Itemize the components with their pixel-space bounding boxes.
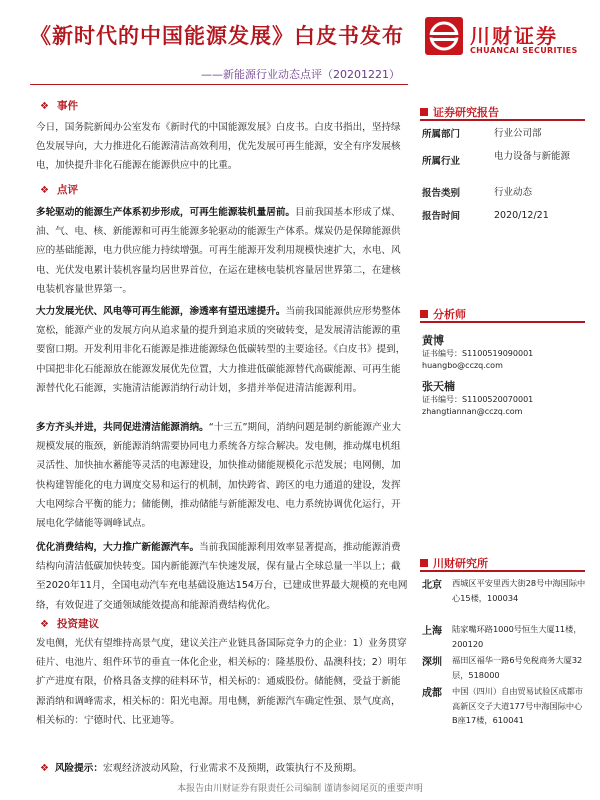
risk-text: 宏观经济波动风险，行业需求不及预期，政策执行不及预期。 [102, 763, 362, 774]
office-address: 中国（四川）自由贸易试验区成都市高新区交子大道177号中海国际中心B座17楼，610041 [452, 686, 584, 725]
risk-label: 风险提示： [54, 763, 103, 774]
comment-paragraph-1 [36, 203, 408, 299]
info-value: 行业公司部 [494, 128, 542, 139]
sidebar-heading-analyst: 分析师 [420, 306, 466, 322]
office-address: 西城区平安里西大街28号中海国际中心15楼，100034 [452, 578, 586, 603]
analyst-name: 黄博 [422, 334, 444, 347]
paragraph-lead: 优化消费结构，大力推广新能源汽车。 [36, 542, 200, 553]
diamond-bullet-icon: ❖ [40, 619, 49, 630]
sidebar-heading-report: 证券研究报告 [420, 104, 499, 120]
diamond-bullet-icon: ❖ [40, 101, 49, 112]
section-heading-advice: ❖ 投资建议 [40, 618, 99, 630]
logo-text-en: CHUANCAI SECURITIES [470, 46, 578, 55]
comment-paragraph-3 [36, 418, 408, 533]
sidebar-heading-institute: 川财研究所 [420, 555, 488, 571]
square-bullet-icon [420, 310, 428, 318]
diamond-bullet-icon: ❖ [40, 185, 49, 196]
diamond-bullet-icon: ❖ [40, 763, 49, 774]
logo-text-cn: 川财证券 [470, 24, 558, 48]
paragraph-lead: 多方齐头并进，共同促进清洁能源消纳。 [36, 422, 209, 433]
paragraph-body: 当前我国能源利用效率显著提高，推动能源消费结构向清洁低碳加快转变。国内新能源汽车快速发展，保有量占全球总量一半以上；截至2020年11月，全国电动汽车充电基础设施达154万台，已建成世界最大规模的充电网络，有效促进了交通领域能效提高和能源消费结构优化。 [36, 542, 408, 611]
title-divider [30, 84, 408, 85]
paragraph-body: 目前我国基本形成了煤、油、气、电、核、新能源和可再生能源多轮驱动的能源生产体系。煤炭仍是保障能源供应的基础能源，电力供应能力持续增强。可再生能源开发利用规模快速扩大，水电、风电、光伏发电累计装机容量均居世界首位，在运在建核电装机容量居世界第二，在建核电装机容量世界第一。 [36, 207, 401, 295]
chuancai-logo-icon [425, 17, 463, 55]
comment-paragraph-4 [36, 538, 408, 615]
section-heading-event: ❖ 事件 [40, 100, 78, 112]
analyst-email[interactable]: huangbo@cczq.com [422, 361, 503, 370]
info-value: 电力设备与新能源 [494, 151, 571, 162]
sidebar-divider [420, 119, 585, 121]
analyst-email[interactable]: zhangtiannan@cczq.com [422, 407, 523, 416]
event-paragraph: 今日，国务院新闻办公室发布《新时代的中国能源发展》白皮书。白皮书指出，坚持绿色发展导向，大力推进化石能源清洁高效利用，优先发展可再生能源，安全有序发展核电，加快提升非化石能源在能源供应中的比重。 [36, 122, 401, 172]
paragraph-body: “十三五”期间，消纳问题是制约新能源产业大规模发展的瓶颈，新能源消纳需要协同电力系统各方综合解决。发电侧，推动煤电机组灵活性、加快抽水蓄能等灵活的电源建设，加快推动储能规模化示范发展；电网侧，加快构建智能化的电力调度交易和运行的机制，加快跨省、跨区的电力通道的建设，发挥大电网综合平衡的能力；储能侧，推动储能与新能源发电、电力系统协调优化运行，开展电化学储能等调峰试点。 [36, 422, 401, 530]
info-key: 所属部门 [422, 129, 461, 140]
office-city: 成都 [422, 688, 442, 699]
analyst-cert: 证书编号：S1100519090001 [422, 349, 534, 358]
square-bullet-icon [420, 108, 428, 116]
info-key: 报告类别 [422, 188, 461, 199]
report-subtitle: ——新能源行业动态点评（20201221） [201, 68, 400, 81]
analyst-name: 张天楠 [422, 380, 455, 393]
comment-paragraph-2 [36, 302, 408, 398]
office-city: 北京 [422, 580, 442, 591]
square-bullet-icon [420, 559, 428, 567]
office-city: 上海 [422, 626, 442, 637]
sidebar-divider [420, 321, 585, 323]
info-value: 行业动态 [494, 187, 533, 198]
advice-paragraph: 发电侧，光伏有望维持高景气度，建议关注产业链具备国际竞争力的企业：1）业务贯穿硅片、电池片、组件环节的垂直一体化企业，相关标的：隆基股份、晶澳科技；2）明年扩产进度有限，价格具备支撑的硅料环节，相关标的：通威股份。储能侧，受益于新能源消纳和调峰需求，相关标的：阳光电源。用电侧，新能源汽车确定性强、景气度高，相关标的：宁德时代、比亚迪等。 [36, 638, 407, 726]
office-address: 福田区福华一路6号免税商务大厦32层，518000 [452, 655, 583, 680]
analyst-cert: 证书编号：S1100520070001 [422, 395, 534, 404]
page-footer: 本报告由川财证券有限责任公司编制 谨请参阅尾页的重要声明 [177, 784, 423, 794]
sidebar-divider [420, 570, 585, 572]
report-title: 《新时代的中国能源发展》白皮书发布 [30, 23, 404, 48]
paragraph-body: 当前我国能源供应形势整体宽松，能源产业的发展方向从追求量的提升到追求质的突破转变，是发展清洁能源的重要窗口期。开发利用非化石能源是推进能源绿色低碳转型的主要途径。《白皮书》提到，中国把非化石能源放在能源发展优先位置，大力推进低碳能源替代高碳能源、可再生能源替代化石能源，实施清洁能源消纳行动计划，多措并举促进清洁能源利用。 [36, 306, 406, 394]
office-address: 陆家嘴环路1000号恒生大厦11楼，200120 [452, 624, 582, 649]
office-city: 深圳 [422, 657, 442, 668]
paragraph-lead: 多轮驱动的能源生产体系初步形成，可再生能源装机量居前。 [36, 207, 296, 218]
paragraph-lead: 大力发展光伏、风电等可再生能源，渗透率有望迅速提升。 [36, 306, 286, 317]
risk-warning [40, 759, 408, 778]
info-key: 报告时间 [422, 211, 461, 222]
section-heading-comment: ❖ 点评 [40, 184, 78, 196]
info-value: 2020/12/21 [494, 210, 549, 221]
info-key: 所属行业 [422, 156, 461, 167]
